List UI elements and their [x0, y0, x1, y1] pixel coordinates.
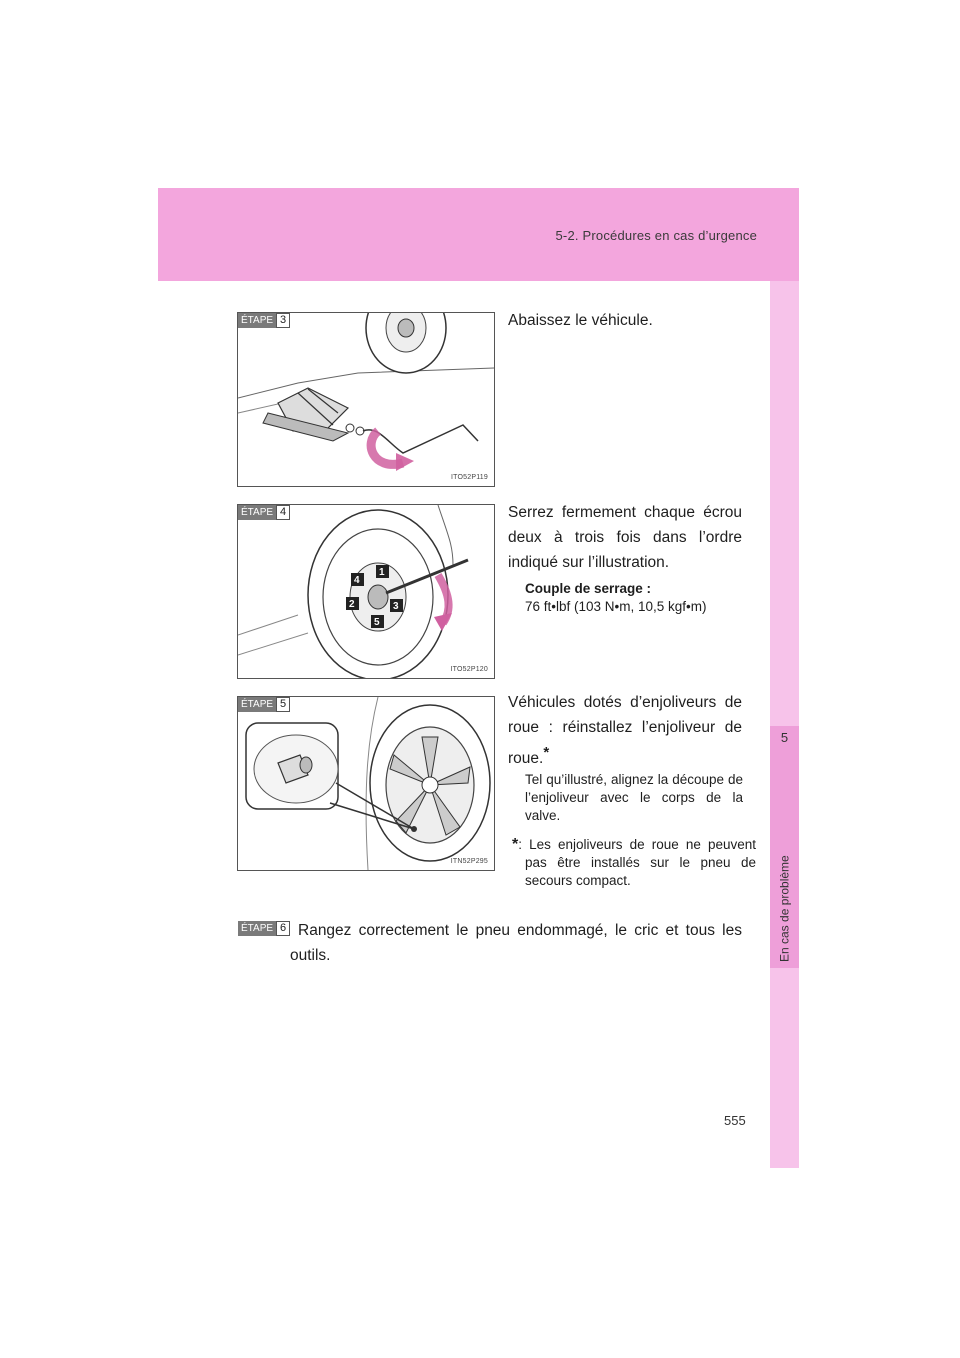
step-3-text: Abaissez le véhicule.: [508, 312, 653, 329]
step-5-note: Tel qu’illustré, alignez la découpe de l’enjoliveur avec le corps de la valve.: [525, 772, 743, 823]
step-3-illustration: [237, 312, 495, 487]
wheel-cover-drawing: [238, 697, 494, 870]
torque-label: Couple de serrage :: [525, 581, 652, 596]
nut-label-1: 1: [379, 567, 385, 578]
step-6-text: Rangez correctement le pneu endommagé, le cric et tous les outils.: [290, 922, 742, 964]
step-4-badge: [238, 505, 290, 520]
chapter-side-tab: [770, 281, 799, 1168]
step-badge-word: ÉTAPE: [238, 697, 276, 712]
step-5-main-text: Véhicules dotés d’enjoliveurs de roue : réinstallez l’enjoliveur de roue.: [508, 694, 742, 768]
step-5-footnote: [512, 836, 756, 890]
section-title: 5-2. Procédures en cas d’urgence: [555, 228, 757, 243]
nut-label-5: 5: [374, 617, 380, 628]
header-band: [158, 188, 799, 281]
footnote-mark: *: [512, 836, 519, 853]
page-number: 555: [724, 1113, 746, 1128]
step-4-illustration: [237, 504, 495, 679]
step-3-badge: [238, 313, 290, 328]
nut-label-3: 3: [393, 601, 399, 612]
step-badge-number: 3: [276, 313, 290, 328]
step-badge-number: 5: [276, 697, 290, 712]
step-4-text: Serrez fermement chaque écrou deux à trois fois dans l’ordre indiqué sur l’illustration.: [508, 504, 742, 571]
image-code: ITO52P119: [451, 474, 488, 481]
step-6-badge: [238, 921, 290, 936]
chapter-number: 5: [780, 730, 789, 745]
step-badge-word: ÉTAPE: [238, 313, 276, 328]
image-code: ITO52P120: [450, 666, 488, 673]
step-badge-word: ÉTAPE: [238, 505, 276, 520]
image-code: ITN52P295: [450, 858, 488, 865]
step-badge-word: ÉTAPE: [238, 921, 276, 936]
step-badge-number: 4: [276, 505, 290, 520]
jack-lowering-drawing: [238, 313, 494, 486]
step-5-badge: [238, 697, 290, 712]
torque-value: 76 ft•lbf (103 N•m, 10,5 kgf•m): [525, 599, 707, 614]
chapter-label: En cas de problème: [777, 855, 792, 962]
nut-label-2: 2: [349, 599, 355, 610]
footnote-text: : Les enjoliveurs de roue ne peuvent pas être installés sur le pneu de secours compact.: [518, 837, 756, 888]
step-5-text: [508, 690, 742, 771]
nut-label-4: 4: [354, 575, 360, 586]
step-badge-number: 6: [276, 921, 290, 936]
wheel-nut-tightening-drawing: [238, 505, 494, 678]
asterisk-mark: *: [543, 744, 550, 761]
step-5-illustration: [237, 696, 495, 871]
